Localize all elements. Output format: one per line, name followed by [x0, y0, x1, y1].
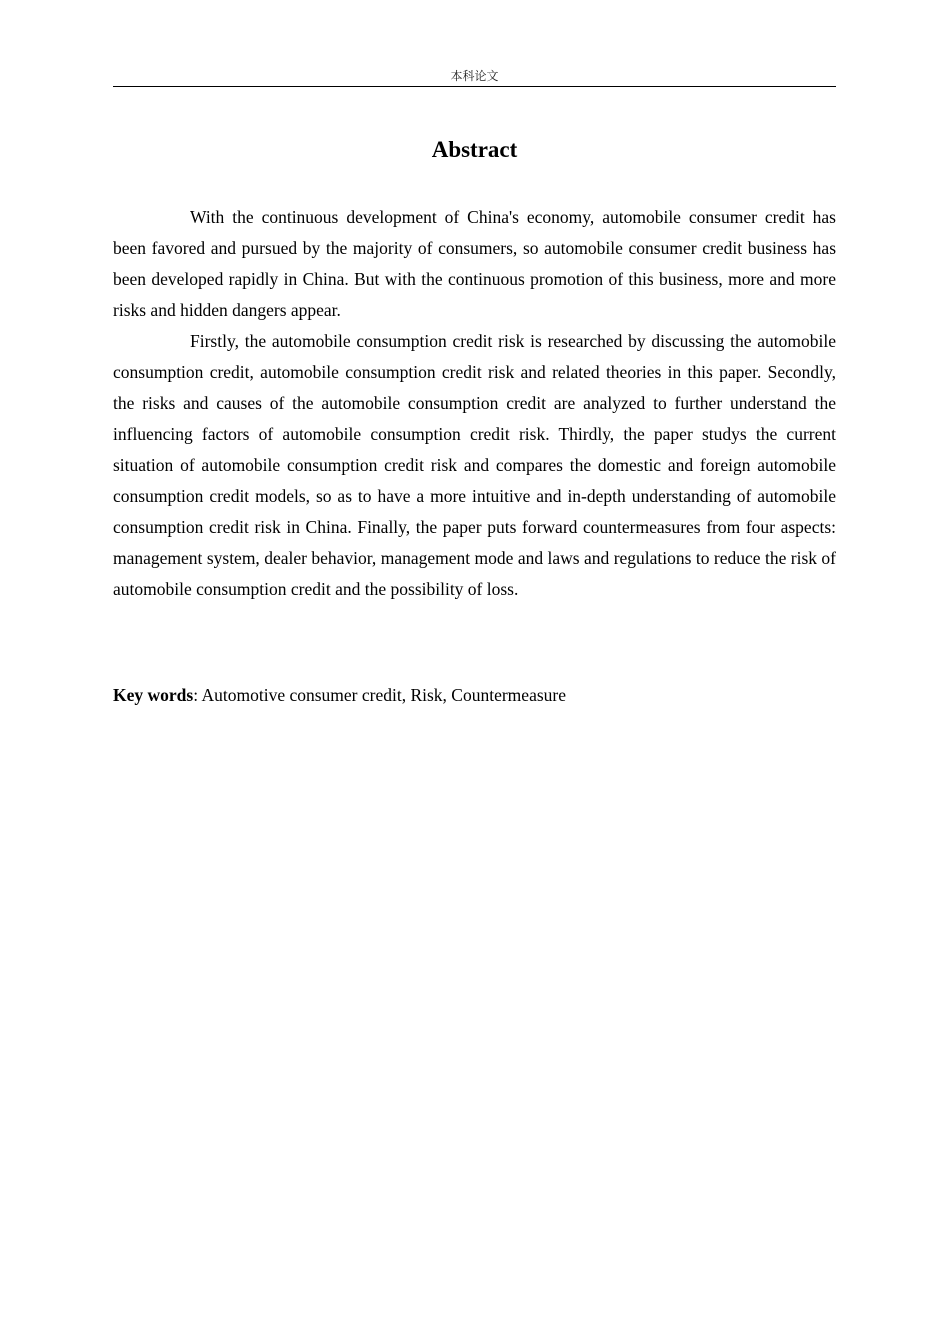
keywords-label: Key words [113, 685, 194, 705]
header-text: 本科论文 [450, 69, 499, 83]
keywords-text: Automotive consumer credit, Risk, Countermeasure [201, 685, 566, 705]
abstract-paragraph-1: With the continuous development of China's economy, automobile consumer credit has been favored and pursued by the majority of consumers, so automobile consumer credit business has been developed rapidly in China. But with the continuous promotion of this business, more and more risks and hidden dangers appear. [113, 207, 836, 320]
keywords-separator: : [193, 685, 202, 705]
abstract-paragraph-2: Firstly, the automobile consumption credit risk is researched by discussing the automobile consumption credit, automobile consumption credit risk and related theories in this paper. Secondly, the risks and causes of the automobile consumption credit are analyzed to further understand the influencing factors of automobile consumption credit risk. Thirdly, the paper studys the current situation of automobile consumption credit risk and compares the domestic and foreign automobile consumption credit models, so as to have a more intuitive and in-depth understanding of automobile consumption credit risk in China. Finally, the paper puts forward countermeasures from four aspects: management system, dealer behavior, management mode and laws and regulations to reduce the risk of automobile consumption credit and the possibility of loss. [113, 331, 836, 599]
page-title: Abstract [431, 137, 518, 162]
abstract-body [113, 202, 836, 605]
keywords-line [113, 680, 836, 711]
page-header [113, 66, 836, 87]
